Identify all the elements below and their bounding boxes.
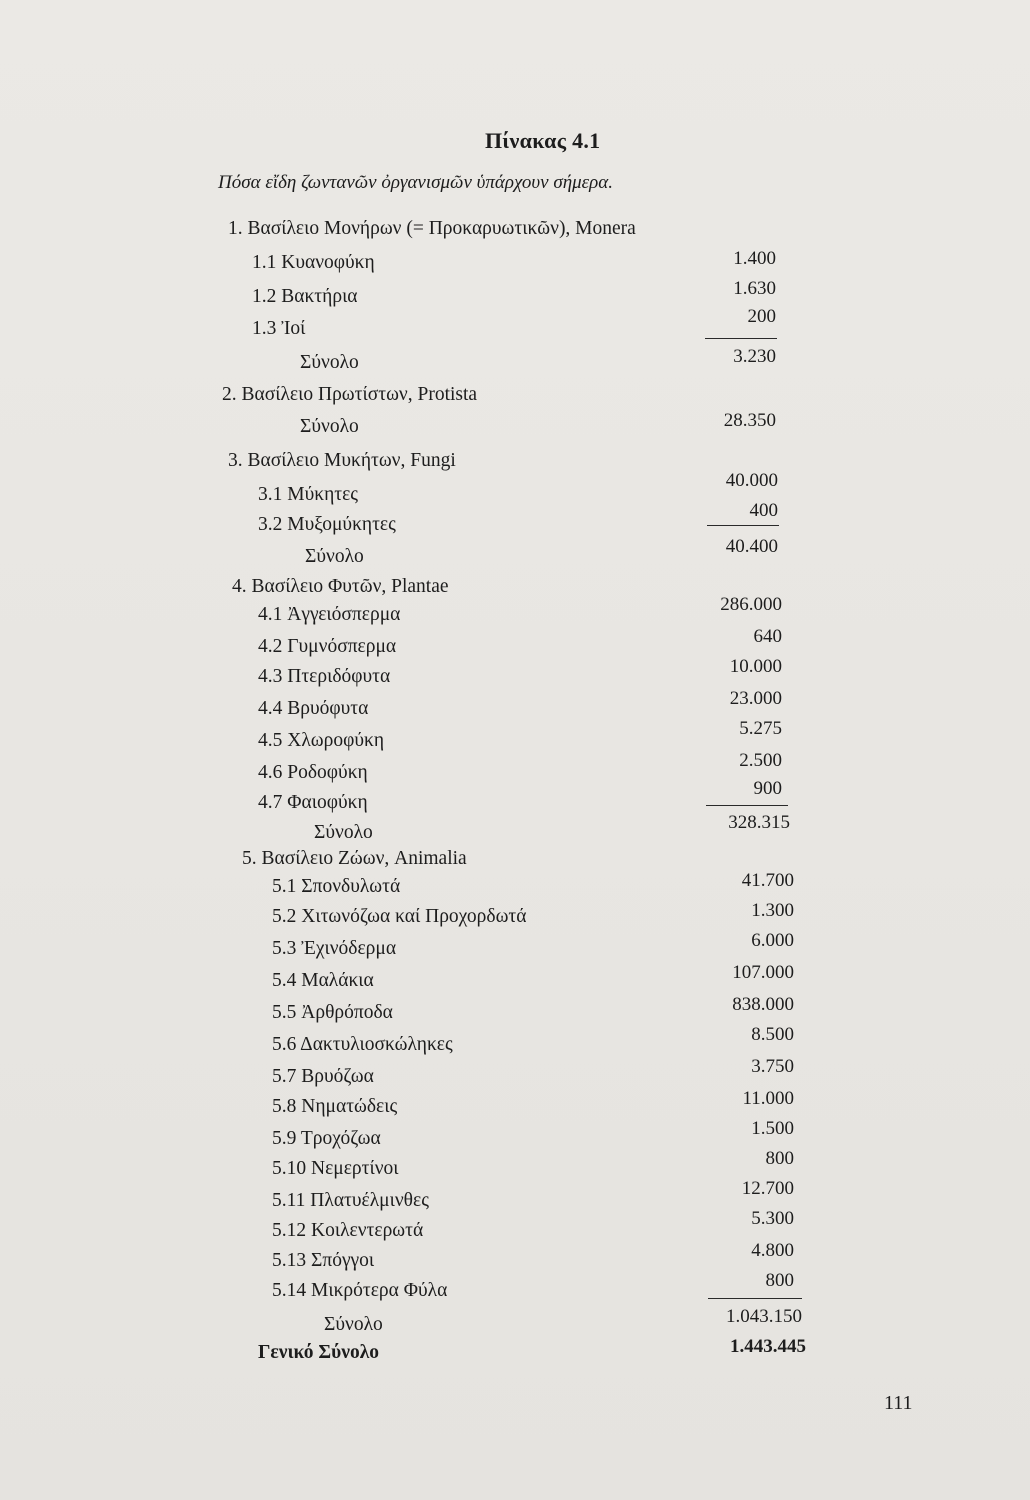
kingdom-heading: 1. Βασίλειο Μονήρων (= Προκαρυωτικῶν), Monera xyxy=(228,218,636,239)
kingdom-heading: 3. Βασίλειο Μυκήτων, Fungi xyxy=(228,450,456,471)
table-title: Πίνακας 4.1 xyxy=(485,128,601,153)
table-row-label: 4.1 Ἀγγειόσπερμα xyxy=(258,604,401,625)
table-row-label: 5.14 Μικρότερα Φύλα xyxy=(272,1280,448,1301)
kingdom-heading: 2. Βασίλειο Πρωτίστων, Protista xyxy=(222,384,478,405)
table-row-value: 6.000 xyxy=(751,930,794,951)
table-row-label: 5.12 Κοιλεντερωτά xyxy=(272,1220,424,1241)
table-row-value: 1.630 xyxy=(733,278,776,299)
table-row-value: 11.000 xyxy=(742,1088,794,1109)
table-row-value: 4.800 xyxy=(751,1240,794,1261)
table-row-value: 286.000 xyxy=(720,594,782,615)
subtotal-value: 3.230 xyxy=(733,346,776,367)
table-row-label: 4.6 Ροδοφύκη xyxy=(258,762,368,783)
table-row-value: 800 xyxy=(765,1270,794,1291)
subtotal-label: Σύνολο xyxy=(314,822,373,843)
table-row-label: 4.7 Φαιοφύκη xyxy=(258,792,368,813)
table-subtitle: Πόσα εἴδη ζωντανῶν ὀργανισμῶν ὑπάρχουν σήμερα. xyxy=(218,172,614,193)
subtotal-value: 328.315 xyxy=(728,812,790,833)
table-row-label: 5.4 Μαλάκια xyxy=(272,970,374,991)
table-row-value: 640 xyxy=(753,626,782,647)
page-number: 111 xyxy=(884,1392,913,1414)
table-row-value: 1.300 xyxy=(751,900,794,921)
table-row-label: 4.2 Γυμνόσπερμα xyxy=(258,636,397,657)
table-row-label: 5.13 Σπόγγοι xyxy=(272,1250,375,1271)
table-row-label: 5.6 Δακτυλιοσκώληκες xyxy=(272,1034,453,1055)
table-row-value: 1.500 xyxy=(751,1118,794,1139)
kingdom-heading: 4. Βασίλειο Φυτῶν, Plantae xyxy=(232,576,449,597)
table-row-value: 1.400 xyxy=(733,248,776,269)
table-row-value: 10.000 xyxy=(729,656,782,677)
table-row-label: 4.5 Χλωροφύκη xyxy=(258,730,385,751)
table-row-value: 41.700 xyxy=(741,870,794,891)
table-row-label: 1.1 Κυανοφύκη xyxy=(252,252,375,273)
subtotal-value: 40.400 xyxy=(725,536,778,557)
table-row-value: 838.000 xyxy=(732,994,794,1015)
table-row-value: 400 xyxy=(749,500,778,521)
table-row-value: 2.500 xyxy=(739,750,782,771)
table-row-value: 5.275 xyxy=(739,718,782,739)
subtotal-value: 28.350 xyxy=(723,410,776,431)
table-row-value: 40.000 xyxy=(725,470,778,491)
table-row-value: 8.500 xyxy=(751,1024,794,1045)
sum-rule xyxy=(706,805,788,806)
subtotal-value: 1.043.150 xyxy=(726,1306,802,1327)
table-row-value: 107.000 xyxy=(732,962,794,983)
table-row-label: 5.2 Χιτωνόζωα καί Προχορδωτά xyxy=(272,906,527,927)
table-row-label: 5.8 Νηματώδεις xyxy=(272,1096,398,1117)
table-row-value: 5.300 xyxy=(751,1208,794,1229)
subtotal-label: Σύνολο xyxy=(300,416,359,437)
table-row-label: 4.4 Βρυόφυτα xyxy=(258,698,369,719)
table-row-value: 3.750 xyxy=(751,1056,794,1077)
table-row-label: 5.11 Πλατυέλμινθες xyxy=(272,1190,429,1211)
subtotal-label: Σύνολο xyxy=(305,546,364,567)
sum-rule xyxy=(707,525,779,526)
subtotal-label: Σύνολο xyxy=(324,1314,383,1335)
table-row-label: 5.3 Ἐχινόδερμα xyxy=(272,938,397,959)
table-row-label: 5.9 Τροχόζωα xyxy=(272,1128,381,1149)
table-row-label: 5.10 Νεμερτίνοι xyxy=(272,1158,399,1179)
grand-total-value: 1.443.445 xyxy=(730,1336,806,1357)
sum-rule xyxy=(708,1298,802,1299)
kingdom-heading: 5. Βασίλειο Ζώων, Animalia xyxy=(242,848,467,869)
table-row-label: 1.3 Ἰοί xyxy=(252,318,306,339)
table-row-value: 900 xyxy=(753,778,782,799)
sum-rule xyxy=(705,338,777,339)
table-row-value: 800 xyxy=(765,1148,794,1169)
table-row-label: 3.1 Μύκητες xyxy=(258,484,359,505)
table-row-label: 4.3 Πτεριδόφυτα xyxy=(258,666,391,687)
table-row-label: 5.1 Σπονδυλωτά xyxy=(272,876,401,897)
table-row-label: 3.2 Μυξομύκητες xyxy=(258,514,396,535)
subtotal-label: Σύνολο xyxy=(300,352,359,373)
table-row-label: 5.7 Βρυόζωα xyxy=(272,1066,374,1087)
table-row-value: 200 xyxy=(747,306,776,327)
grand-total-label: Γενικό Σύνολο xyxy=(258,1342,380,1363)
table-row-value: 23.000 xyxy=(729,688,782,709)
table-row-label: 5.5 Ἀρθρόποδα xyxy=(272,1002,393,1023)
table-row-label: 1.2 Βακτήρια xyxy=(252,286,358,307)
table-row-value: 12.700 xyxy=(741,1178,794,1199)
